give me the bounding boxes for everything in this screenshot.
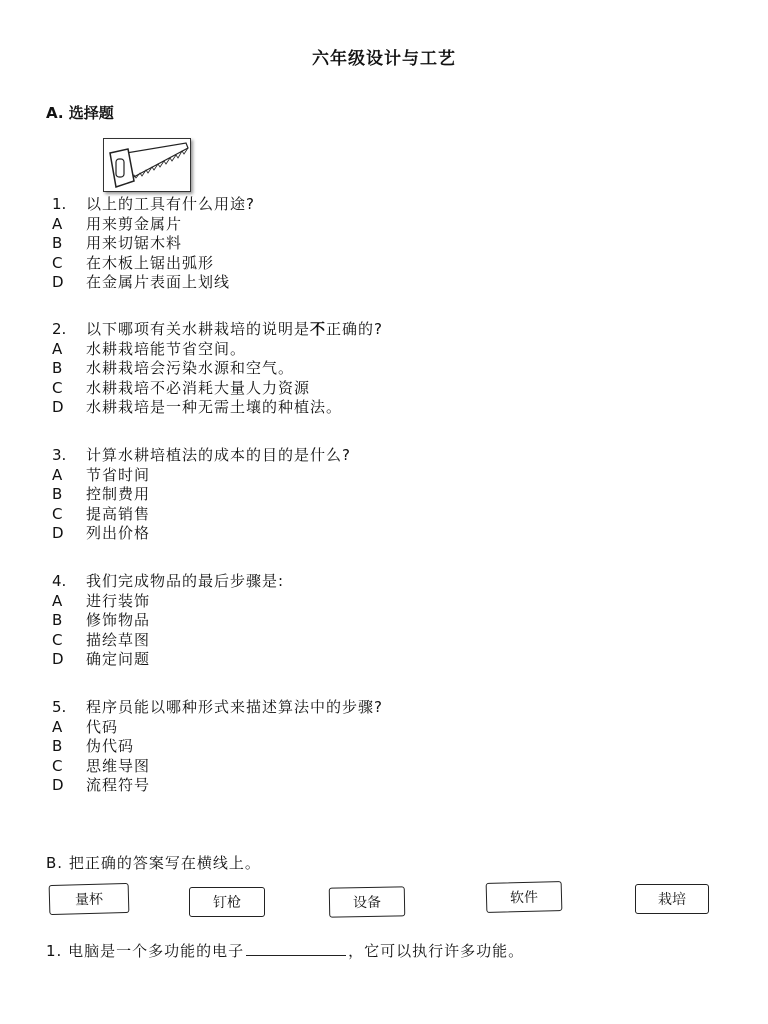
option-text: 代码 — [86, 717, 119, 736]
option-letter: C — [52, 630, 63, 649]
word-bank-item: 设备 — [329, 886, 406, 917]
question-text: 计算水耕培植法的成本的目的是什么? — [86, 446, 351, 464]
option-letter: C — [52, 253, 63, 272]
question-number: 3. — [52, 446, 67, 464]
section-a-heading: A. 选择题 — [46, 104, 114, 122]
fill-text-after: ，它可以执行许多功能。 — [348, 942, 525, 960]
option-letter: B — [52, 234, 63, 252]
option-text: 用来剪金属片 — [86, 214, 183, 233]
question-5 — [52, 698, 383, 796]
option-letter: C — [52, 378, 63, 397]
fill-in-question-1 — [46, 940, 524, 961]
option-text: 进行装饰 — [86, 591, 151, 610]
question-text: 程序员能以哪种形式来描述算法中的步骤? — [86, 698, 383, 716]
option-text: 描绘草图 — [86, 630, 151, 649]
option-text: 流程符号 — [86, 776, 151, 794]
option-letter: D — [52, 398, 64, 416]
fill-text-before: 电脑是一个多功能的电子 — [68, 942, 245, 960]
option-letter: D — [52, 524, 64, 542]
option-text: 节省时间 — [86, 465, 151, 484]
question-3 — [52, 446, 351, 544]
question-text: 以上的工具有什么用途? — [86, 195, 255, 213]
section-b-heading: B. 把正确的答案写在横线上。 — [46, 854, 261, 872]
option-text: 用来切锯木料 — [86, 234, 183, 252]
word-bank-item: 量杯 — [49, 883, 130, 915]
option-letter: C — [52, 504, 63, 523]
page-title: 六年级设计与工艺 — [312, 49, 456, 69]
option-letter: A — [52, 465, 63, 484]
question-number: 5. — [52, 698, 67, 716]
option-letter: B — [52, 485, 63, 503]
option-letter: B — [52, 737, 63, 755]
option-text: 水耕栽培能节省空间。 — [86, 339, 247, 358]
word-bank-item: 软件 — [486, 881, 563, 913]
question-number: 2. — [52, 320, 67, 338]
option-letter: B — [52, 611, 63, 629]
option-text: 水耕栽培不必消耗大量人力资源 — [86, 378, 311, 397]
option-letter: D — [52, 273, 64, 291]
option-text: 在金属片表面上划线 — [86, 273, 231, 291]
option-letter: D — [52, 650, 64, 668]
question-text: 以下哪项有关水耕栽培的说明是不正确的? — [86, 320, 383, 338]
option-text: 提高销售 — [86, 504, 151, 523]
option-text: 伪代码 — [86, 737, 135, 755]
option-letter: B — [52, 359, 63, 377]
option-letter: A — [52, 214, 63, 233]
option-text: 修饰物品 — [86, 611, 151, 629]
question-number: 1. — [46, 942, 63, 960]
option-letter: A — [52, 717, 63, 736]
option-letter: A — [52, 591, 63, 610]
option-text: 控制费用 — [86, 485, 151, 503]
option-letter: C — [52, 756, 63, 775]
option-letter: A — [52, 339, 63, 358]
word-bank-item: 钉枪 — [189, 887, 265, 917]
option-text: 列出价格 — [86, 524, 151, 542]
answer-blank[interactable] — [246, 941, 346, 956]
word-bank-item: 栽培 — [635, 884, 709, 914]
saw-icon — [104, 139, 190, 191]
question-number: 1. — [52, 195, 67, 213]
option-text: 在木板上锯出弧形 — [86, 253, 215, 272]
option-letter: D — [52, 776, 64, 794]
question-4 — [52, 572, 284, 670]
option-text: 水耕栽培是一种无需土壤的种植法。 — [86, 398, 343, 416]
option-text: 确定问题 — [86, 650, 151, 668]
option-text: 水耕栽培会污染水源和空气。 — [86, 359, 295, 377]
question-2 — [52, 320, 383, 418]
question-number: 4. — [52, 572, 67, 590]
question-text: 我们完成物品的最后步骤是: — [86, 572, 285, 590]
saw-image — [103, 138, 191, 192]
emphasis-not: 不 — [310, 320, 327, 338]
option-text: 思维导图 — [86, 756, 151, 775]
question-1 — [52, 195, 255, 293]
